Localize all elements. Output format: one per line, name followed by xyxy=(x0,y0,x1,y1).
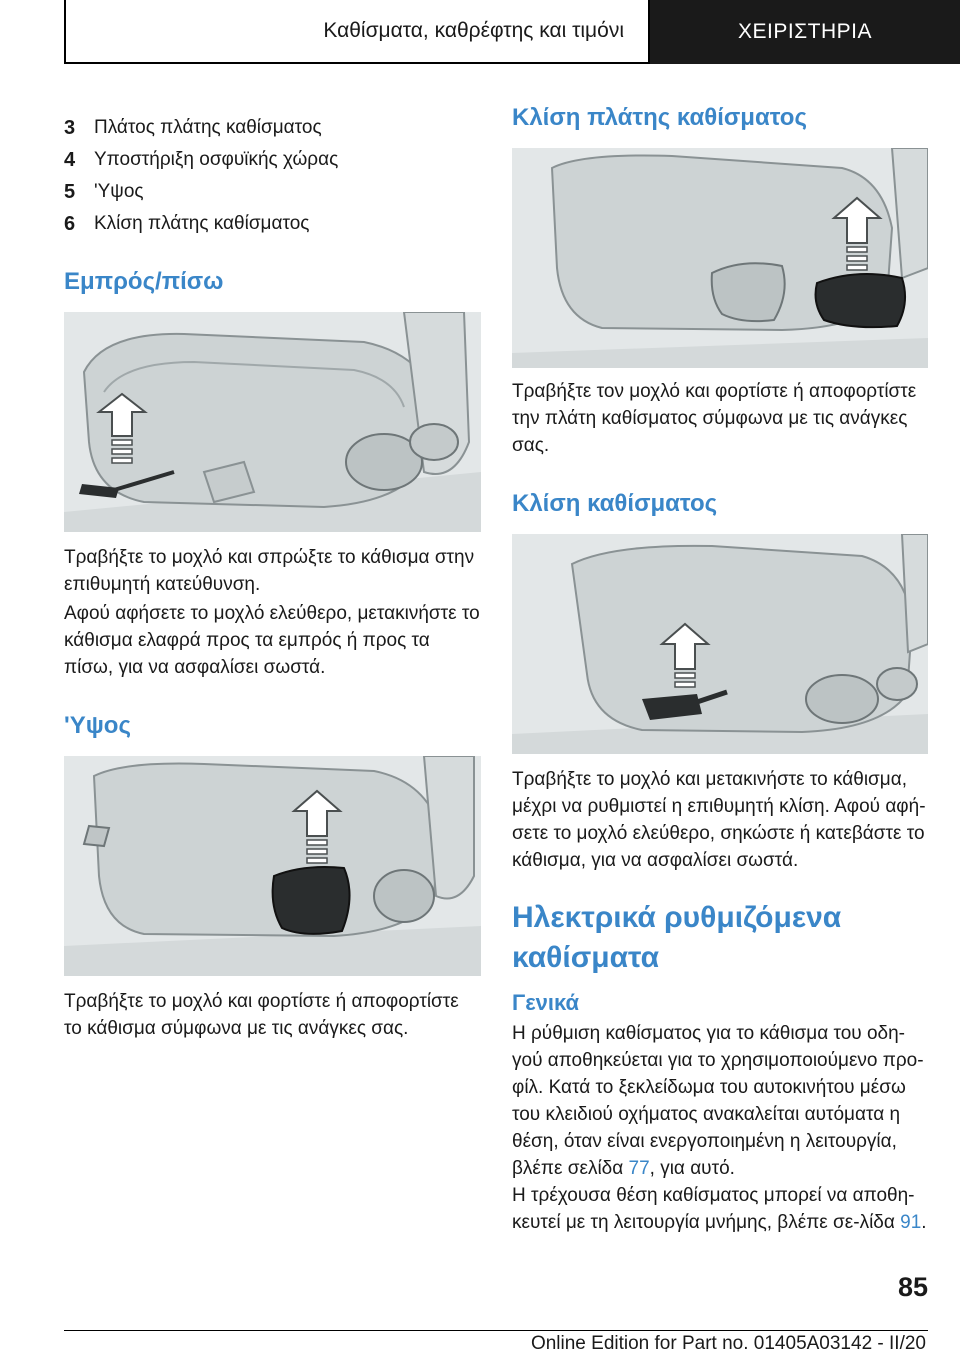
figure-seat-tilt xyxy=(512,534,928,754)
paragraph-electric-1 xyxy=(512,1020,928,1182)
paragraph-electric-2-text-a: Η τρέχουσα θέση καθίσματος μπορεί να αποθη-κευτεί με τη λειτουργία μνήμης, βλέπε σε-λίδα xyxy=(512,1185,915,1233)
paragraph-backrest-1: Τραβήξτε τον μοχλό και φορτίστε ή αποφορτίστε την πλάτη καθίσματος σύμφωνα με τις ανάγκες σας. xyxy=(512,381,917,456)
heading-forward-back: Εμπρός/πίσω xyxy=(64,268,224,295)
paragraph-electric-2 xyxy=(512,1182,928,1236)
list-text: Κλίση πλάτης καθίσματος xyxy=(94,213,310,234)
list-number: 5 xyxy=(64,180,76,203)
page-link-91[interactable]: 91 xyxy=(900,1212,922,1233)
figure-seat-height xyxy=(64,756,481,976)
heading-electric-seats xyxy=(512,898,928,978)
heading-seat-tilt: Κλίση καθίσματος xyxy=(512,490,718,517)
heading-height: 'Υψος xyxy=(64,712,131,739)
list-text: 'Υψος xyxy=(94,181,144,202)
heading-electric-line2: καθίσματα xyxy=(512,941,660,974)
paragraph-forward-back-2: Αφού αφήσετε το μοχλό ελεύθερο, μετακινήστε το κάθισμα ελαφρά προς τα εμπρός ή προς τα πίσω, για να ασφαλίσει σωστά. xyxy=(64,603,480,678)
paragraph-seat-tilt-1: Τραβήξτε το μοχλό και μετακινήστε το κάθισμα, μέχρι να ρυθμιστεί η επιθυμητή κλίση. Αφού αφή-σετε το μοχλό ελεύθερο, σηκώστε ή κατεβάστε το κάθισμα, για να ασφαλίσει σωστά. xyxy=(512,769,926,871)
list-text: Υποστήριξη οσφυϊκής χώρας xyxy=(94,149,339,170)
subheading-general: Γενικά xyxy=(512,990,580,1015)
paragraph-electric-2-text-b: . xyxy=(921,1212,927,1233)
paragraph-forward-back-1: Τραβήξτε το μοχλό και σπρώξτε το κάθισμα στην επιθυμητή κατεύθυνση. xyxy=(64,547,475,595)
section-tab xyxy=(650,0,960,64)
heading-backrest: Κλίση πλάτης καθίσματος xyxy=(512,104,807,131)
paragraph-height-1: Τραβήξτε το μοχλό και φορτίστε ή αποφορτίστε το κάθισμα σύμφωνα με τις ανάγκες σας. xyxy=(64,991,459,1039)
footer-divider xyxy=(64,1330,928,1331)
section-tab-text: ΧΕΙΡΙΣΤΗΡΙΑ xyxy=(737,20,872,43)
list-text: Πλάτος πλάτης καθίσματος xyxy=(94,117,322,138)
heading-electric-line1: Ηλεκτρικά ρυθμιζόμενα xyxy=(512,901,842,934)
paragraph-electric-1-text-a: Η ρύθμιση καθίσματος για το κάθισμα του οδη-γού αποθηκεύεται για το χρησιμοποιούμενο προ-φίλ. Κατά το ξεκλείδωμα του αυτοκινήτου μέσω του κλειδιού οχήματος ανακαλείται αυτόματα η θέση, όταν είναι ενεργοποιημένη η λειτουργία, βλέπε σελίδα xyxy=(512,1023,924,1179)
page-number: 85 xyxy=(897,1272,928,1302)
list-item xyxy=(64,112,481,144)
paragraph-electric-1-text-b: , για αυτό. xyxy=(649,1158,735,1179)
list-item xyxy=(64,176,481,208)
legend-list xyxy=(64,112,481,240)
list-number: 6 xyxy=(64,212,76,235)
list-number: 3 xyxy=(64,116,76,139)
page-link-77[interactable]: 77 xyxy=(628,1158,650,1179)
figure-backrest xyxy=(512,148,928,368)
list-number: 4 xyxy=(64,148,76,171)
chapter-title xyxy=(64,0,650,64)
list-item xyxy=(64,208,481,240)
footer-edition: Online Edition for Part no. 01405A03142 - II/20 xyxy=(530,1333,926,1354)
chapter-title-text: Καθίσματα, καθρέφτης και τιμόνι xyxy=(323,19,624,42)
list-item xyxy=(64,144,481,176)
figure-seat-forward-back xyxy=(64,312,481,532)
